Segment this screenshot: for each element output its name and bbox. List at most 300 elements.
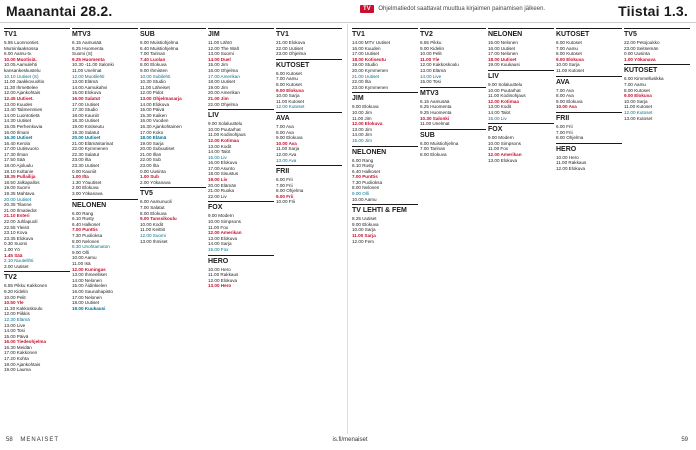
program-listing: 9.00 Solaluuttelu [208,121,243,127]
program-listing: 15.00 Jim [208,62,228,68]
program-listing: 15.00 Nelonen [488,40,518,45]
program-listing: 17.00 Uutisvuoro [4,146,39,152]
program-listing: 16.00 Ohjelma [208,67,238,73]
program-listing: 11.00 Isä [72,260,91,266]
program-listing: 6.10 Rusty [72,216,94,222]
program-listing: 14.00 Elokuva [140,101,170,107]
program-listing: 11.00 Kutoset [624,104,653,110]
program-listing: 12.00 Elokuva [556,165,586,171]
program-listing: 11.00 Rakkaus [556,160,587,166]
program-listing: 18.00 Sisustus [208,171,239,177]
program-listing: 13.40 Talimenmies [4,107,43,113]
program-listing: 11.00 Keittiö [140,227,166,233]
channel-heading: JIM [208,28,274,39]
program-listing: 18.00 Ajankohtais [4,361,41,367]
program-listing: 8.00 Nelonen [72,238,100,244]
program-listing: 13.00 Ihmeelliset [72,272,107,278]
program-listing: 22.30 Salatut [72,151,100,157]
channel-heading: HERO [208,255,274,266]
channel-heading: FOX [488,123,554,134]
program-listing: 14.00 Talot [208,149,231,155]
channel-heading: TV1 [276,28,342,39]
left-column-3 [208,26,274,434]
left-page-number: 58 [6,437,13,443]
program-listing: Muminlaaksossa [4,45,39,51]
program-listing: 18.00 Elämä [140,135,167,141]
program-listing: 18.00 Uutiset [488,56,517,62]
program-listing: 10.00 Pelit [4,294,26,300]
program-listing: 11.00 Lähtö [208,40,232,45]
program-listing: 20.00 Amerikan [208,90,240,96]
header-strip [360,6,545,12]
program-listing: 22.00 Kymmenen [72,146,109,152]
program-listing: 19.00 Lauma [4,367,31,373]
program-listing: 20.00 Uutiset [72,135,101,141]
program-listing: 16.00 Uutiset [488,45,516,51]
program-listing: 23.00 Ilta [72,157,91,163]
channel-heading: TV2 [420,28,486,39]
program-listing: 10.05 Aamulehti [4,62,37,68]
program-listing: 16.00 Salatut [72,95,101,101]
program-listing: 22.00 Ilta [352,79,371,85]
program-listing: 6.25 Huomenta [72,45,104,51]
program-listing: 14.30 Uutiset [4,118,32,124]
program-listing: 9.00 Elokuva [276,135,303,141]
program-listing: 9.00 Elokuva [276,87,304,93]
program-listing: 2.00 Elokuva [72,185,99,191]
program-listing: 12.00 Pidot [140,90,164,96]
program-listing: 12.00 Ajankohtais [4,90,41,96]
program-listing: 7.00 Punttis [352,174,378,180]
program-listing: 9.00 Elokuva [624,93,652,99]
program-listing: 19.30 Salatut [72,129,100,135]
program-listing: 18.50 Jalkapallos [4,179,40,185]
program-listing: 8.00 Kutoset [276,81,302,87]
program-listing: 16.30 Uutiset [4,135,33,141]
channel-heading: FRII [556,112,622,123]
program-listing: 12.00 Kutoset [624,109,653,115]
program-listing: 0.00 Uusinta [624,51,650,57]
program-listing: 9.00 Frii [276,193,294,199]
program-listing: 19.00 Kotiseutu [72,123,104,129]
program-listing: 7.30 Puolioksa [352,179,383,185]
program-listing: 5.55 Luonnontiet. [4,40,40,45]
program-listing: 8.00 Ava [556,93,574,99]
program-listing: 10.00 Sarja [624,98,648,104]
program-listing: 6.40 Halkoset [72,221,101,227]
program-listing: 13.00 Ihmiset [140,238,168,244]
program-listing: 12.00 Suomi [140,233,166,238]
program-listing: 9.20 Kidelin [4,288,29,294]
program-listing: 14.00 Tosi [4,328,25,334]
program-listing: 10.00 Hero [556,154,579,160]
program-listing: 2.10 Nuutelihti [4,258,34,264]
program-listing: 11.00 Jim [352,115,372,121]
program-listing: 13.00 Hero [208,283,232,289]
program-listing: 18.30 Uutiset [72,118,100,124]
program-listing: 21.00 Ilmatiedot [4,207,37,213]
channel-heading: MTV3 [420,87,486,98]
program-listing: 23.00 Seitsemän [624,45,659,51]
program-listing: 9.00 Elokuva [352,221,379,227]
program-listing: 1.30 Yöuutiset [72,179,102,185]
program-listing: 12.00 Muotilehti [72,73,105,79]
program-listing: 14.00 Live [420,73,442,79]
program-listing: 6.00 Aamu-tv. [4,51,33,57]
channel-heading: JIM [352,92,418,103]
program-listing: 22.00 Liv [208,193,227,199]
program-listing: 18.00 Ajoluulu [4,163,33,169]
program-listing: 16.00 Tiedeohjelma [4,339,47,345]
program-listing: 7.00 Punttis [72,227,98,233]
program-listing: 10.00 Puutarhat [488,87,521,93]
right-column-1 [420,26,486,434]
program-listing: 21.00 Ruoka [208,188,235,194]
program-listing: 16.00 Vuoden [140,118,169,124]
program-listing: 15.00 Päivä [140,107,165,113]
program-listing: 10.00 Pelit [420,51,442,57]
channel-heading: SUB [420,129,486,140]
program-listing: 9.00 Solaluuttelu [488,81,523,87]
program-listing: 19.00 Liv [208,177,228,183]
channel-heading: TV LEHTI & FEM [352,204,418,215]
program-listing: 20.00 Uutiset [4,196,32,202]
program-listing: 10.00 Sarja [276,93,300,99]
program-listing: 21.00 Uutiset [352,73,380,79]
left-brand: MENAISET [20,437,60,443]
program-listing: 6.15 Aamusää [420,98,450,104]
program-listing: 12.00 Elokuva [352,121,383,127]
program-listing: 6.40 Halkoset [352,168,381,174]
program-listing: 10.10 Uutiset (S) [4,73,39,79]
program-listing: 10.50 Yle [4,300,24,306]
program-listing: 15.00 Liv [208,154,227,160]
program-listing: 21.00 Jim [208,95,229,101]
program-listing: 6.00 Rang [72,210,94,216]
program-listing: 1.00 Yö [4,246,20,252]
program-listing: 12.00 Elokuva [208,277,238,283]
program-listing: 7.00 Ava [556,87,574,93]
program-listing: 8.00 Ohjelma [276,188,304,194]
program-listing: 15.00 Tosi [420,79,441,85]
program-listing: 17.50 Sää [4,157,25,163]
program-listing: 9.00 Olli [72,249,89,255]
program-listing: 11.30 Ihmettelee [4,84,38,90]
program-listing: 22.00 Sub [140,157,161,163]
channel-heading: HERO [556,143,622,154]
program-listing: 6.55 Pikku [420,40,442,45]
program-listing: 13.00 Kodit [208,143,232,149]
channel-heading: KUTOSET [276,59,342,70]
program-listing: 17.00 Kakkonen [4,350,38,356]
program-listing: 7.00 Ava [276,123,294,129]
program-listing: 7.00 Frii [556,129,573,135]
program-listing: 22.00 Uutiset [276,45,304,51]
program-listing: 11.00 Rakkaus [208,272,239,278]
program-listing: 19.00 Kuukausi [72,305,106,311]
program-listing: 10.00 Muotisiä. [4,56,37,62]
program-listing: 12.00 The Walt [208,45,239,51]
channel-heading: KUTOSET [624,64,690,75]
program-listing: 8.00 Nelonen [352,185,380,191]
program-listing: 12.00 Amerikan [488,151,522,157]
program-listing: 11.00 Unelmat [72,67,102,73]
program-listing: 14.00 Sarja [208,241,232,247]
program-listing: 15.00 Elokuva [72,90,102,96]
program-listing: 6.00 Aamunuoli [140,199,172,205]
right-page-number: 59 [681,437,688,443]
program-listing: 8.25 Uutiset [352,216,377,222]
program-listing: 22.55 Yleisö [4,224,30,230]
program-listing: 20.00 Kymmenen [352,67,389,73]
program-listing: 17.00 Uutiset [352,51,380,57]
program-listing: 1.00 Ilta [72,174,89,180]
program-listing: 1.45 Sää [4,252,23,258]
program-listing: 23.00 Kymmenen [352,84,389,90]
program-listing: 1.00 Yökanava [624,56,656,62]
program-listing: 0.00 Uusinta [140,168,166,174]
program-listing: 23.00 Ilta [140,163,159,169]
program-listing: 11.00 Sarja [352,233,376,239]
program-listing: 6.10 Rusty [352,163,374,169]
channel-heading: TV1 [352,28,418,39]
program-listing: 6.40 Muistiohjelma [140,45,179,51]
program-listing: 16.30 Ajankohtainen [140,123,182,129]
program-listing: 7.40 Luolan [140,56,166,62]
program-listing: 12.00 Piikkis [4,311,30,317]
program-listing: 10.30 Studio [140,79,166,85]
channel-heading: TV5 [140,187,206,198]
program-listing: 11.00 Sarja [276,146,300,152]
program-listing: 10.00 Sarja [352,227,376,233]
program-listing: 14.00 MTV Uutiset [352,40,391,45]
program-listing: 17.00 Nelonen [72,294,102,300]
program-listing: 11.00 Jaakkovuoltio [4,79,45,85]
program-listing: 0.00 Kauniit [72,168,97,174]
program-listing: 10.00 Aamu [352,196,377,202]
footer-left [6,437,59,449]
program-listing: 21.00 Elämäntarinat [72,140,114,146]
program-listing: 23.30 Uutiset [72,163,100,169]
program-listing: 14.00 Duel [208,56,231,62]
program-listing: 17.00 Amerikan [208,73,240,79]
channel-heading: MTV3 [72,28,138,39]
program-listing: 9.00 Elokuva [556,56,584,62]
program-listing: 10.00 Jim [352,109,372,115]
program-listing: 11.30 Kakkoskoulu [4,305,43,311]
program-listing: 18.00 Uutiset [208,79,236,85]
program-listing: 7.30 Puolioksa [72,233,103,238]
program-listing: 15.00 Päivä [4,333,29,339]
channel-heading: AVA [276,112,342,123]
program-listing: 18.00 Uutiset [72,300,100,306]
channel-heading: SUB [140,28,206,39]
program-listing: 15.00 Fox [208,247,229,252]
program-listing: 12.00 Kotimaa [208,137,239,143]
right-column-3 [556,26,622,434]
program-listing: 15.30 Kaiken [140,112,167,118]
program-listing: 21.10 Esteri [4,213,30,219]
left-column-4 [276,26,342,434]
right-page-day-title: Tiistai 1.3. [618,3,688,19]
program-listing: 13.00 Kuudes [4,101,33,107]
strip-tag: TV [360,5,374,13]
program-listing: 9.00 Kidelin [420,45,445,51]
program-listing: 14.00 Nelonen [72,277,102,283]
channel-heading: NELONEN [488,28,554,39]
program-listing: 15.00 Äidinkielen [72,283,107,289]
program-listing: 18.00 Kauniit [72,112,99,118]
program-listing: 6.00 Muistiohjelma [420,140,459,146]
program-listing: 16.00 Saunahapisto [72,288,113,294]
program-listing: 2.00 Yökanava [140,179,171,185]
program-listing: 19.00 Jim [208,84,228,90]
program-listing: 12.00 Ava [276,151,297,157]
program-listing: 3.00 Uutiset [4,263,29,269]
program-listing: 13.00 Kodit [488,104,512,110]
program-listing: 10.30 -11.00 Salonki [72,62,114,68]
program-listing: 12.00 Kakkoskoulu [420,62,459,68]
program-listing: 13.00 Suomi [208,51,234,57]
channel-heading: FRII [276,165,342,176]
program-listing: 23.10 Kova [4,230,28,236]
program-listing: 10.00 Simpsons [488,140,521,146]
program-listing: 7.00 Tarinan [420,146,446,152]
channel-heading: LIV [488,70,554,81]
program-listing: 16.00 Elokuva [208,160,238,166]
program-listing: 12.00 Kotimaa [488,98,519,104]
program-listing: 11.00 Kutoset [276,98,305,104]
program-listing: 12.45 Uutiset. [4,95,34,101]
program-listing: 6.15 Aamusää [72,40,102,45]
program-listing: 14.00 Jim [352,132,372,138]
page-header [0,0,696,23]
program-listing: 16.00 Kuuden [352,45,381,51]
program-listing: 7.00 Aamu [276,76,298,82]
program-listing: 12.30 Elämä [4,316,30,322]
right-column-2 [488,26,554,434]
program-listing: 19.35 Mahtava [4,191,35,197]
program-listing: 23.00 Ohjelma [276,51,306,57]
program-listing: 11.00 Unelmat [420,121,450,127]
page-gutter [347,24,348,434]
program-listing: 8.00 Elokuva [140,210,167,216]
channel-heading: TV1 [4,28,70,39]
program-listing: 17.00 Asunto [208,165,235,171]
program-listing: 13.00 Elämä [420,67,446,73]
program-listing: 17.20 Kohta [4,356,29,362]
program-listing: 9.00 Modern [488,135,514,141]
program-listing: 20.00 Elämän [208,182,237,188]
program-listing: 8.00 Kutoset [556,51,582,57]
program-listing: 12.00 Kutoset [276,104,305,110]
channel-heading: TV5 [624,28,690,39]
program-listing: 7.00 Aamu [624,81,646,87]
program-listing: 6.00 Rang [352,157,374,163]
program-listing: 1.00 Sub [140,174,159,180]
program-listing: 14.00 Talot [488,109,511,115]
program-listing: 7.00 Salatut [140,205,165,211]
program-listing: 8.00 Ava [276,129,294,135]
program-listing: 12.00 Fem [352,238,374,244]
program-listing: 8.00 Kutoset [624,87,650,93]
program-listing: 9.00 Elokuva [352,104,379,110]
program-listing: 10.30 Salonki [420,115,450,121]
program-listing: 18.35 Pullailija [4,174,36,180]
channel-heading: LIV [208,109,274,120]
program-listing: 21.00 Illan [140,151,162,157]
program-listing: kansankeskustelu [4,67,41,73]
program-listing: 9.00 Modern [208,213,234,219]
program-listing: 10.00 Hero [208,266,231,272]
program-listing: Suomi (S) [72,51,93,57]
channel-heading: AVA [556,76,622,87]
program-listing: 13.00 Ava [276,157,297,163]
program-listing: 13.00 Kutoset [624,115,653,121]
program-listing: 6.00 Kutoset [276,70,302,76]
program-listing: 13.00 Elokuva [208,235,238,241]
program-listing: 8.30 Unohtamaton [72,244,110,250]
left-page-listings [4,26,344,434]
program-listing: 15.00 Liv [488,115,507,121]
program-listing: 21.00 Elokuva [276,40,306,45]
program-listing: 13.00 Jim [352,126,372,132]
program-listing: 9.25 Huomenta [420,109,452,115]
program-listing: 14.00 Luontotietä [4,112,40,118]
program-listing: 10.00 Ava [556,104,577,110]
channel-heading: FOX [208,201,274,212]
channel-heading: NELONEN [72,199,138,210]
program-listing: 9.00 Elokuva [556,98,583,104]
program-listing: 13.00 Ohjelmasarja [140,95,182,101]
program-listing: 16.40 Kerola [4,140,31,146]
program-listing: 6.00 Frii [276,177,293,183]
strip-text: Ohjelmatiedot saattavat muuttua kirjaimen painamisen jälkeen. [378,6,546,12]
program-listing: 11.00 Kutoset [556,67,585,73]
program-listing: 10.00 Kodit [140,221,164,227]
right-column-4 [624,26,690,434]
program-listing: 15.05 Perhenkuvia [4,123,43,129]
program-listing: 10.00 Frii [276,199,296,205]
program-listing: 8.00 Elokuva [420,151,447,157]
program-listing: 18.10 Kultanie [4,168,34,174]
program-listing: 6.55 Pikku Kakkonen [4,283,48,289]
program-listing: 12.00 Amerikan [208,230,242,236]
program-listing: 6.00 Frii [556,123,573,129]
right-column-0 [352,26,418,434]
program-listing: 19.00 Sarja [140,140,164,146]
program-listing: 8.00 Ohjelma [556,135,584,141]
program-listing: 11.00 Yle [420,56,440,62]
program-listing: 8.00 Elokuva [140,62,167,68]
program-listing: 15.00 Jim [352,137,372,143]
program-listing: 6.00 Kimmellusikka [624,76,664,82]
program-listing: 9.00 Tanssikoulu [140,216,177,222]
program-listing: 19.00 Kuukausi [488,62,520,68]
footer-url: is.fi/menaiset [332,437,368,443]
program-listing: 6.00 Muistiohjelma [140,40,179,45]
program-listing: 16.00 Ilmani [4,129,30,135]
program-listing: 10.00 Puutarhat [208,126,241,132]
program-listing: 11.00 Fox [208,224,229,230]
program-listing: 18.00 Kotiseutu [352,56,386,62]
program-listing: 17.30 Studio [72,107,98,113]
channel-heading: NELONEN [352,146,418,157]
program-listing: 17.00 Nelonen [488,51,518,57]
program-listing: 19.00 Studio [352,62,378,68]
program-listing: 22.00 Petojoukko [624,40,660,45]
program-listing: 9.00 Ihmisten [140,67,168,73]
